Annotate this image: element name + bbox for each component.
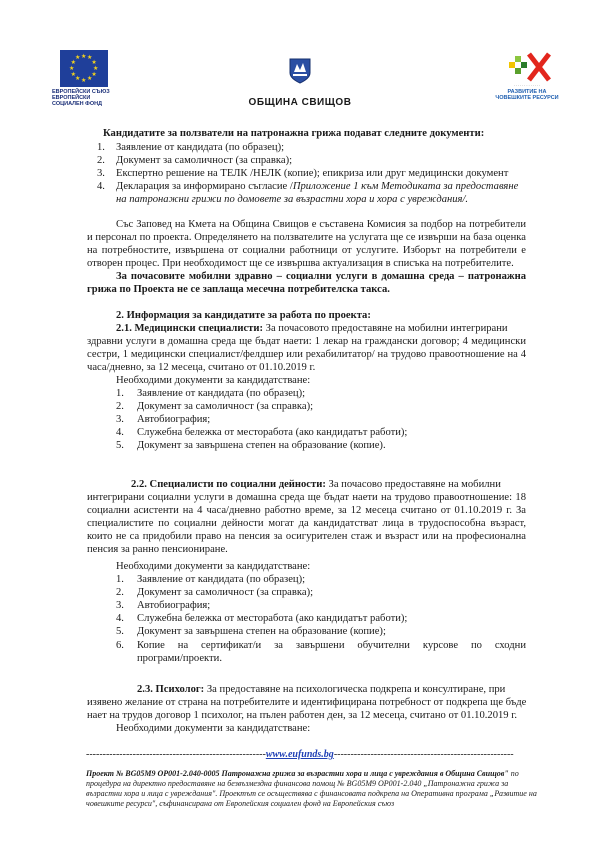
- list-item-continuation: на патронажни грижи по домовете за възрастни хора и хора с увреждания/.: [116, 194, 469, 205]
- list-item: Документ за завършена степен на образование (копие).: [137, 440, 386, 451]
- program-logo-caption: [492, 89, 562, 101]
- notice-line: грижа по Проекта не се заплаща месечна потребителска такса.: [87, 284, 390, 295]
- section2-heading: 2. Информация за кандидатите за работа по проекта:: [116, 310, 371, 321]
- item4-text: Декларация за информирано съгласие /: [116, 181, 293, 192]
- list-number: 3.: [116, 600, 124, 611]
- paragraph-line: сестри, 1 медицински специалист/фелдшер или рехабилитатор/ на трудово правоотношение на 4: [87, 349, 526, 360]
- list-item: Копие на сертификат/и за завършени обучителни курсове по сходни: [137, 640, 526, 651]
- list-number: 4.: [116, 427, 124, 438]
- list-number: 6.: [116, 640, 124, 651]
- list-item: Експертно решение на ТЕЛК /НЕЛК (копие); епикриза или друг медицински документ: [116, 168, 509, 179]
- list-number: 1.: [116, 574, 124, 585]
- paragraph-line: часа/дневно, за 12 месеца, считано от 01.10.2019 г.: [87, 362, 316, 373]
- paragraph-line: специалистите по социални дейности могат да кандидатстват лица в трудоспособна възраст,: [87, 518, 526, 529]
- paragraph-line: изявено желание от страна на потребителите и идентифицирана потребност от подкрепа ще бъде: [87, 697, 527, 708]
- footer-line: процедура на директно предоставяне на безвъзмездна финансова помощ № BG05M9 OP001-2.040 „Патронажна грижа за: [86, 779, 509, 788]
- eu-star-icon: ★: [91, 58, 97, 66]
- list-item: Автобиография;: [137, 600, 211, 611]
- eu-star-icon: ★: [87, 74, 93, 82]
- list-number: 2.: [97, 155, 105, 166]
- list-number: 2.: [116, 587, 124, 598]
- subsection-2-1-text: За почасовото предоставяне на мобилни интегрирани: [262, 323, 508, 334]
- municipality-title: ОБЩИНА СВИЩОВ: [248, 97, 352, 108]
- eu-caption-line: ЕВРОПЕЙСКИ СЪЮЗ: [52, 89, 110, 95]
- list-item: Автобиография;: [137, 414, 211, 425]
- subsection-2-3-title: 2.3. Психолог:: [137, 684, 205, 695]
- footer-dashes: ------------------------------------------------------: [86, 749, 266, 760]
- eu-flag-icon: [60, 50, 108, 87]
- item4-italic: Приложение 1 към Методиката за предоставяне: [292, 181, 519, 192]
- list-item: Документ за самоличност (за справка);: [137, 587, 314, 598]
- list-number: 1.: [97, 142, 105, 153]
- program-caption-line: ЧОВЕШКИТЕ РЕСУРСИ: [495, 95, 559, 101]
- list-number: 1.: [116, 388, 124, 399]
- notice-line: За почасовите мобилни здравно – социални услуги в домашна среда – патронажна: [116, 271, 526, 282]
- footer-project-line: [86, 769, 519, 779]
- docs-label: Необходими документи за кандидатстване:: [116, 723, 311, 734]
- list-item: Заявление от кандидата (по образец);: [116, 142, 285, 153]
- footer-rule: [86, 749, 514, 760]
- list-item-continuation: програми/проекти.: [137, 653, 222, 664]
- paragraph-line: здравни услуги в домашна среда ще бъдат наети: 1 лекар на граждански договор; 4 медицински: [87, 336, 526, 347]
- paragraph-line: на потребностите, извършена от социални работници от услугите. Изборът на потребители е: [87, 245, 526, 256]
- municipality-crest-icon: [289, 58, 311, 84]
- eu-star-icon: ★: [69, 64, 75, 72]
- list-item: [116, 181, 518, 194]
- footer-line: възрастни хора и лица с увреждания". Проектът се осъществява с финансовата подкрепа на Оперативна програма „Развитие на: [86, 789, 537, 798]
- list-number: 3.: [116, 414, 124, 425]
- eu-star-icon: ★: [93, 64, 99, 72]
- eu-star-icon: ★: [75, 74, 81, 82]
- eu-star-icon: ★: [87, 54, 93, 62]
- paragraph-line: отворен процес. При необходимост ще се извършва актуализация в списъка на потребителите.: [87, 258, 514, 269]
- paragraph-line: пенсия за ранно пенсиониране.: [87, 544, 228, 555]
- eu-star-icon: ★: [81, 52, 87, 60]
- list-item: Заявление от кандидата (по образец);: [137, 388, 306, 399]
- page-header: [0, 0, 600, 120]
- list-item: Заявление от кандидата (по образец);: [137, 574, 306, 585]
- eu-star-icon: ★: [91, 70, 97, 78]
- eufunds-link[interactable]: www.eufunds.bg: [265, 749, 334, 760]
- footer-project-rest: по: [508, 769, 519, 778]
- list-number: 4.: [116, 613, 124, 624]
- paragraph-line: които не са придобили право на пенсия за осигурителен стаж и възраст или на професионална: [87, 531, 526, 542]
- list-number: 5.: [116, 440, 124, 451]
- list-item: Служебна бележка от месторабота (ако кандидатът работи);: [137, 613, 408, 624]
- eu-caption-line: СОЦИАЛЕН ФОНД: [52, 101, 103, 107]
- footer-project-title: Проект № BG05M9 OP001-2.040-0005 Патронажна грижа за възрастни хора и лица с увреждания в Община Свищов": [86, 769, 509, 778]
- list-item: Документ за завършена степен на образование (копие);: [137, 626, 386, 637]
- docs-label: Необходими документи за кандидатстване:: [116, 375, 311, 386]
- list-number: 3.: [97, 168, 105, 179]
- subsection-2-2-title: 2.2. Специалисти по социални дейности:: [131, 479, 326, 490]
- list-number: 4.: [97, 181, 105, 192]
- program-logo-small-print: · · · · · · · · · · · · ·: [513, 84, 541, 88]
- paragraph-line: Със Заповед на Кмета на Община Свищов е съставена Комисия за подбор на потребители: [116, 219, 526, 230]
- subsection-2-2-text: За почасово предоставяне на мобилни: [325, 479, 501, 490]
- subsection-2-1: [116, 323, 508, 336]
- paragraph-line: социални асистенти на 4 часа/дневно работно време, за 12 месеца считано от 01.10.2019 г. За: [87, 505, 526, 516]
- subsection-2-1-title: 2.1. Медицински специалисти:: [116, 323, 263, 334]
- footer-dashes: ------------------------------------------------------: [333, 749, 514, 760]
- list-item: Документ за самоличност (за справка);: [137, 401, 314, 412]
- paragraph-line: нает на трудов договор 1 психолог, на пълен работен ден, за 12 месеца, считано от 01.10.2019 г.: [87, 710, 518, 721]
- subsection-2-3: [137, 684, 505, 697]
- list-number: 2.: [116, 401, 124, 412]
- subsection-2-3-text: За предоставяне на психологическа подкрепа и консултиране, при: [204, 684, 506, 695]
- section1-heading: Кандидатите за ползватели на патронажна грижа подават следните документи:: [103, 128, 485, 139]
- list-item: Документ за самоличност (за справка);: [116, 155, 293, 166]
- list-number: 5.: [116, 626, 124, 637]
- subsection-2-2: [131, 479, 501, 492]
- docs-label: Необходими документи за кандидатстване:: [116, 561, 311, 572]
- eu-star-icon: ★: [70, 70, 76, 78]
- human-resources-program-logo-icon: [505, 52, 551, 82]
- program-caption-line: РАЗВИТИЕ НА: [507, 89, 547, 95]
- list-item: Служебна бележка от месторабота (ако кандидатът работи);: [137, 427, 408, 438]
- eu-star-icon: ★: [70, 58, 76, 66]
- paragraph-line: интегрирани социални услуги в домашна среда ще бъдат наети на трудово правоотношение: 18: [87, 492, 526, 503]
- eu-star-icon: ★: [81, 76, 87, 84]
- eu-caption-line: ЕВРОПЕЙСКИ: [52, 95, 91, 101]
- paragraph-line: и персонал по проекта. Определянето на ползвателите на услугата ще се извърши на база оценка: [87, 232, 526, 243]
- eu-star-icon: ★: [75, 54, 81, 62]
- footer-line: човешките ресурси", съфинансирана от Европейския социален фонд на Европейския съюз: [86, 799, 395, 808]
